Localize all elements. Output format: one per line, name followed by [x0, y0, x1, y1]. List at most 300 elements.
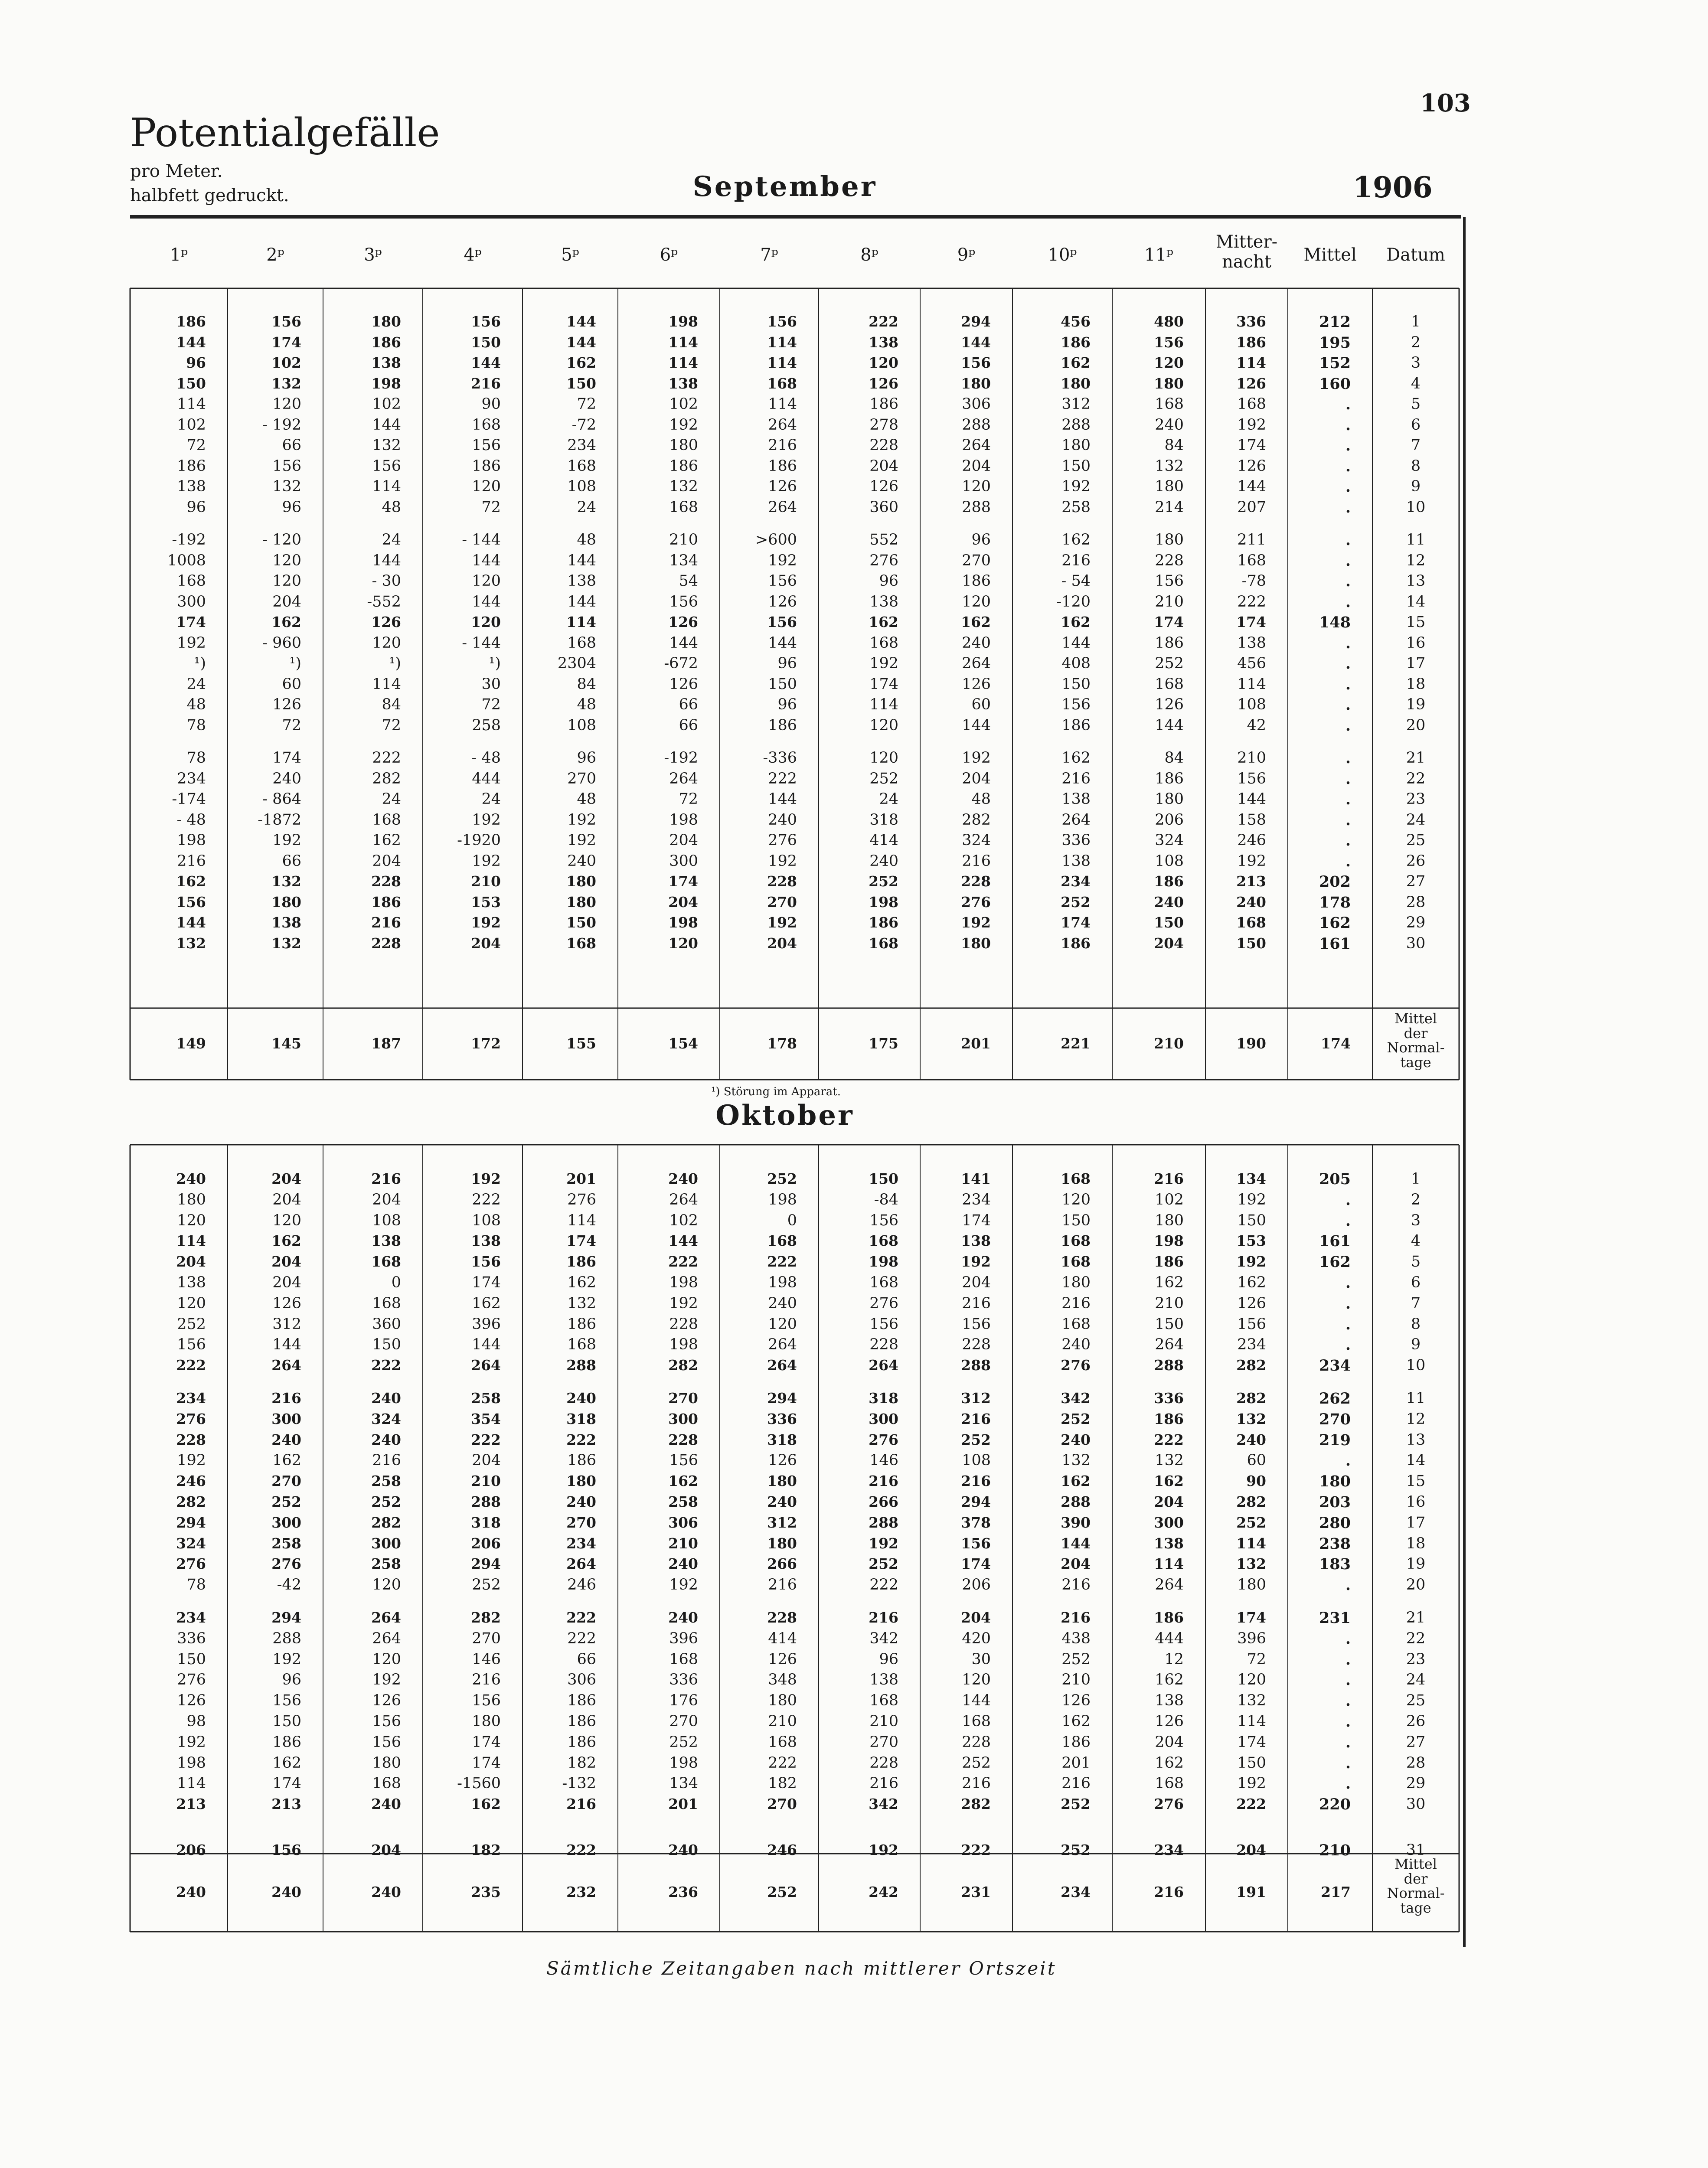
- okt-value-cell: 180: [177, 1191, 206, 1208]
- sep-value-cell: 228: [961, 873, 991, 890]
- okt-value-cell: 174: [272, 1775, 301, 1793]
- sep-value-cell: 60: [971, 696, 991, 713]
- sep-value-cell: 186: [1155, 634, 1184, 652]
- sep-value-cell: 90: [481, 395, 501, 413]
- sep-value-cell: 162: [869, 614, 898, 630]
- sep-value-cell: 84: [382, 696, 401, 713]
- sep-value-cell: 222: [372, 749, 401, 767]
- okt-mittel-normaltage-cell: 240: [271, 1884, 301, 1900]
- footer-note: Sämtliche Zeitangaben nach mittlerer Ortszeit: [546, 1958, 1057, 1979]
- sep-value-cell: 156: [669, 593, 698, 611]
- okt-value-cell: 150: [1237, 1754, 1266, 1772]
- sep-date-cell: 17: [1406, 655, 1426, 672]
- okt-value-cell: 234: [566, 1535, 596, 1552]
- sep-value-cell: -1920: [457, 832, 501, 849]
- sep-value-cell: 288: [1061, 416, 1091, 434]
- okt-value-cell: 198: [1154, 1232, 1184, 1250]
- okt-value-cell: 318: [767, 1431, 797, 1448]
- okt-value-cell: 156: [1237, 1315, 1266, 1333]
- okt-value-cell: 342: [869, 1629, 898, 1647]
- okt-mittel-normaltage-cell: 217: [1321, 1884, 1351, 1900]
- sep-value-cell: 186: [869, 395, 898, 413]
- sep-value-cell: 144: [472, 552, 501, 569]
- okt-value-cell: 390: [1061, 1514, 1091, 1531]
- sep-value-cell: 162: [1061, 531, 1091, 549]
- okt-value-cell: 168: [869, 1232, 898, 1250]
- okt-value-cell: 204: [176, 1253, 206, 1270]
- sep-value-cell: 114: [1237, 675, 1266, 693]
- sep-value-cell: 144: [372, 416, 401, 434]
- okt-value-cell: 300: [869, 1410, 898, 1427]
- okt-date-cell: 2: [1411, 1191, 1421, 1208]
- sep-mittel-cell: .: [1345, 457, 1351, 475]
- okt-date-cell: 11: [1406, 1390, 1426, 1407]
- sep-value-cell: 192: [567, 832, 596, 849]
- sep-value-cell: 192: [471, 914, 501, 931]
- sep-value-cell: 180: [1155, 531, 1184, 549]
- okt-value-cell: 216: [1061, 1609, 1091, 1626]
- sep-value-cell: - 960: [262, 634, 301, 652]
- okt-value-cell: 156: [177, 1336, 206, 1354]
- sep-value-cell: 174: [1236, 614, 1266, 630]
- sep-value-cell: 210: [1155, 593, 1184, 611]
- sep-value-cell: 207: [1237, 498, 1266, 516]
- okt-value-cell: 156: [961, 1535, 991, 1552]
- okt-value-cell: 216: [1061, 1294, 1091, 1312]
- okt-value-cell: 266: [869, 1493, 898, 1510]
- okt-value-cell: 182: [768, 1775, 797, 1793]
- okt-value-cell: 156: [471, 1253, 501, 1270]
- sep-value-cell: 198: [668, 914, 698, 931]
- okt-value-cell: 168: [1061, 1170, 1091, 1187]
- sep-value-cell: 246: [1237, 832, 1266, 849]
- okt-value-cell: 180: [472, 1713, 501, 1730]
- sep-value-cell: 198: [668, 313, 698, 330]
- sep-value-cell: 174: [869, 675, 898, 693]
- okt-value-cell: 222: [472, 1191, 501, 1208]
- okt-value-cell: 312: [767, 1514, 797, 1531]
- okt-value-cell: 98: [186, 1713, 206, 1730]
- sep-value-cell: -78: [1241, 572, 1266, 590]
- sep-value-cell: 162: [566, 354, 596, 371]
- okt-value-cell: 168: [372, 1775, 401, 1793]
- okt-value-cell: 162: [1155, 1671, 1184, 1689]
- okt-value-cell: 186: [1061, 1733, 1091, 1751]
- sep-date-cell: 2: [1411, 333, 1421, 351]
- okt-value-cell: 336: [177, 1629, 206, 1647]
- okt-value-cell: 144: [472, 1336, 501, 1354]
- sep-mittel-normaltage-cell: 149: [176, 1035, 206, 1052]
- okt-mittel-normaltage-cell: 234: [1061, 1884, 1091, 1900]
- okt-value-cell: 156: [272, 1692, 301, 1710]
- sep-value-cell: 216: [177, 852, 206, 870]
- sep-value-cell: 66: [679, 716, 698, 734]
- okt-date-cell: 12: [1406, 1410, 1426, 1428]
- sep-value-cell: 144: [1237, 478, 1266, 495]
- sep-date-cell: 11: [1406, 531, 1426, 549]
- sep-value-cell: 206: [1155, 811, 1184, 829]
- sep-value-cell: 180: [1061, 437, 1091, 454]
- okt-value-cell: 258: [471, 1390, 501, 1407]
- okt-value-cell: 266: [767, 1555, 797, 1573]
- okt-value-cell: 216: [1154, 1170, 1184, 1187]
- sep-value-cell: 144: [176, 914, 206, 931]
- okt-value-cell: 144: [962, 1692, 991, 1710]
- okt-value-cell: 210: [668, 1535, 698, 1552]
- okt-value-cell: 270: [271, 1473, 301, 1490]
- column-header: 11ᵖ: [1144, 245, 1173, 265]
- okt-value-cell: 186: [567, 1452, 596, 1469]
- sep-date-cell: 16: [1406, 634, 1426, 652]
- okt-mittel-normaltage-cell: 235: [471, 1884, 501, 1900]
- sep-mittel-normaltage-cell: 190: [1236, 1035, 1266, 1052]
- sep-value-cell: 138: [1061, 852, 1091, 870]
- okt-value-cell: 222: [767, 1253, 797, 1270]
- sep-value-cell: 156: [272, 457, 301, 475]
- sep-value-cell: 300: [177, 593, 206, 611]
- sep-value-cell: 270: [567, 770, 596, 787]
- okt-date-cell: 15: [1406, 1473, 1426, 1490]
- okt-value-cell: 216: [869, 1775, 898, 1793]
- sep-value-cell: 222: [768, 770, 797, 787]
- sep-value-cell: 222: [869, 313, 898, 330]
- sep-value-cell: 216: [768, 437, 797, 454]
- okt-value-cell: 228: [869, 1336, 898, 1354]
- okt-value-cell: 342: [1061, 1390, 1091, 1407]
- sep-value-cell: 276: [768, 832, 797, 849]
- okt-value-cell: 252: [371, 1493, 401, 1510]
- okt-value-cell: 192: [272, 1650, 301, 1668]
- okt-mittel-normaltage-cell: 236: [668, 1884, 698, 1900]
- sep-value-cell: - 48: [471, 749, 501, 767]
- sep-mittel-cell: .: [1345, 416, 1351, 434]
- column-header: Datum: [1386, 245, 1445, 265]
- okt-value-cell: 210: [1061, 1671, 1091, 1689]
- sep-value-cell: 96: [186, 498, 206, 516]
- okt-date-cell: 3: [1411, 1211, 1421, 1229]
- subtitle-bold-note: halbfett gedruckt.: [130, 186, 289, 206]
- september-title: September: [692, 170, 877, 203]
- okt-date-cell: 16: [1406, 1493, 1426, 1511]
- okt-value-cell: 78: [186, 1576, 206, 1594]
- okt-value-cell: 234: [176, 1609, 206, 1626]
- sep-value-cell: 132: [271, 873, 301, 890]
- okt-value-cell: -132: [562, 1775, 596, 1793]
- okt-value-cell: 192: [1236, 1253, 1266, 1270]
- sep-value-cell: 66: [282, 437, 301, 454]
- okt-value-cell: 198: [768, 1274, 797, 1291]
- okt-value-cell: 276: [1061, 1357, 1091, 1374]
- okt-value-cell: 228: [767, 1609, 797, 1626]
- sep-value-cell: 204: [668, 893, 698, 911]
- okt-mittel-normaltage-cell: 232: [566, 1884, 596, 1900]
- sep-value-cell: 186: [1061, 716, 1091, 734]
- okt-value-cell: 168: [669, 1650, 698, 1668]
- okt-value-cell: 288: [566, 1357, 596, 1374]
- okt-value-cell: 270: [668, 1390, 698, 1407]
- sep-value-cell: 120: [668, 934, 698, 952]
- sep-value-cell: 294: [961, 313, 991, 330]
- okt-value-cell: 276: [177, 1671, 206, 1689]
- okt-value-cell: 30: [971, 1650, 991, 1668]
- okt-value-cell: 240: [668, 1609, 698, 1626]
- okt-value-cell: 138: [177, 1274, 206, 1291]
- okt-value-cell: 282: [471, 1609, 501, 1626]
- okt-value-cell: 162: [471, 1796, 501, 1813]
- okt-value-cell: 336: [767, 1410, 797, 1427]
- okt-value-cell: 222: [869, 1576, 898, 1594]
- okt-value-cell: 192: [961, 1253, 991, 1270]
- okt-value-cell: 288: [961, 1357, 991, 1374]
- sep-value-cell: 270: [767, 893, 797, 911]
- sep-value-cell: 120: [272, 572, 301, 590]
- sep-value-cell: 96: [971, 531, 991, 549]
- sep-value-cell: 66: [282, 852, 301, 870]
- sep-mittel-normaltage-cell: 221: [1061, 1035, 1091, 1052]
- sep-value-cell: 48: [971, 790, 991, 808]
- okt-value-cell: 150: [869, 1170, 898, 1187]
- okt-value-cell: 252: [962, 1754, 991, 1772]
- sep-date-cell: 25: [1406, 832, 1426, 849]
- sep-value-cell: 120: [471, 614, 501, 630]
- sep-value-cell: 180: [961, 934, 991, 952]
- okt-value-cell: 138: [961, 1232, 991, 1250]
- okt-value-cell: 240: [668, 1170, 698, 1187]
- okt-value-cell: 240: [566, 1493, 596, 1510]
- okt-value-cell: 108: [372, 1211, 401, 1229]
- sep-value-cell: 156: [767, 313, 797, 330]
- sep-value-cell: 72: [382, 716, 401, 734]
- sep-value-cell: 138: [1061, 790, 1091, 808]
- sep-value-cell: 114: [668, 354, 698, 371]
- sep-value-cell: 120: [869, 716, 898, 734]
- okt-value-cell: 210: [471, 1473, 501, 1490]
- sep-date-cell: 21: [1406, 749, 1426, 767]
- sep-value-cell: 228: [1155, 552, 1184, 569]
- okt-value-cell: 282: [1236, 1390, 1266, 1407]
- sep-value-cell: 72: [186, 437, 206, 454]
- sep-value-cell: 456: [1237, 655, 1266, 672]
- okt-value-cell: 252: [767, 1170, 797, 1187]
- okt-value-cell: 186: [567, 1692, 596, 1710]
- sep-value-cell: 168: [1155, 395, 1184, 413]
- sep-value-cell: 204: [869, 457, 898, 475]
- okt-value-cell: 132: [1236, 1410, 1266, 1427]
- okt-value-cell: 174: [1236, 1609, 1266, 1626]
- sep-value-cell: 210: [1237, 749, 1266, 767]
- okt-value-cell: 174: [961, 1555, 991, 1573]
- okt-value-cell: 120: [272, 1211, 301, 1229]
- okt-value-cell: 186: [566, 1253, 596, 1270]
- okt-mittel-cell: 205: [1319, 1170, 1351, 1188]
- okt-value-cell: 126: [177, 1692, 206, 1710]
- sep-value-cell: 138: [869, 333, 898, 351]
- okt-date-cell: 20: [1406, 1576, 1426, 1594]
- okt-value-cell: 156: [962, 1315, 991, 1333]
- okt-value-cell: 318: [566, 1410, 596, 1427]
- okt-value-cell: 204: [271, 1170, 301, 1187]
- sep-value-cell: 186: [177, 457, 206, 475]
- okt-value-cell: 270: [472, 1629, 501, 1647]
- okt-value-cell: 186: [1154, 1609, 1184, 1626]
- okt-date-cell: 18: [1406, 1535, 1426, 1552]
- okt-date-cell: 7: [1411, 1294, 1421, 1312]
- okt-date-cell: 25: [1406, 1692, 1426, 1710]
- sep-value-cell: 126: [768, 478, 797, 495]
- okt-value-cell: 264: [669, 1191, 698, 1208]
- okt-value-cell: 282: [1236, 1493, 1266, 1510]
- okt-value-cell: 294: [271, 1609, 301, 1626]
- sep-mittel-cell: .: [1345, 634, 1351, 652]
- okt-value-cell: 156: [472, 1692, 501, 1710]
- okt-value-cell: 156: [372, 1733, 401, 1751]
- sep-date-cell: 8: [1411, 457, 1421, 475]
- okt-value-cell: 228: [962, 1336, 991, 1354]
- sep-mittel-normaltage-cell: 210: [1154, 1035, 1184, 1052]
- okt-date-cell: 26: [1406, 1713, 1426, 1730]
- sep-value-cell: 48: [577, 790, 596, 808]
- sep-value-cell: 120: [869, 354, 898, 371]
- okt-value-cell: 228: [669, 1315, 698, 1333]
- okt-value-cell: 156: [869, 1315, 898, 1333]
- okt-value-cell: 138: [471, 1232, 501, 1250]
- sep-value-cell: 24: [186, 675, 206, 693]
- sep-date-cell: 26: [1406, 852, 1426, 870]
- okt-value-cell: 192: [1237, 1191, 1266, 1208]
- okt-value-cell: 168: [372, 1294, 401, 1312]
- sep-value-cell: 144: [768, 790, 797, 808]
- okt-value-cell: 228: [668, 1431, 698, 1448]
- okt-value-cell: 288: [869, 1514, 898, 1531]
- okt-value-cell: 240: [371, 1390, 401, 1407]
- sep-value-cell: 186: [768, 716, 797, 734]
- okt-mittel-cell: 238: [1319, 1535, 1351, 1553]
- sep-value-cell: -336: [763, 749, 797, 767]
- okt-value-cell: 138: [1154, 1535, 1184, 1552]
- okt-value-cell: 206: [962, 1576, 991, 1594]
- sep-value-cell: 120: [272, 552, 301, 569]
- okt-mittel-cell: .: [1345, 1452, 1351, 1470]
- sep-value-cell: 192: [869, 655, 898, 672]
- okt-value-cell: 213: [176, 1796, 206, 1813]
- okt-value-cell: 282: [961, 1796, 991, 1813]
- okt-date-cell: 10: [1406, 1357, 1426, 1375]
- okt-value-cell: 186: [1154, 1410, 1184, 1427]
- sep-value-cell: 252: [1061, 893, 1091, 911]
- okt-value-cell: 222: [1154, 1431, 1184, 1448]
- okt-value-cell: 192: [869, 1535, 898, 1552]
- okt-value-cell: 228: [176, 1431, 206, 1448]
- sep-value-cell: 198: [177, 832, 206, 849]
- okt-mittel-cell: .: [1345, 1754, 1351, 1772]
- okt-value-cell: 156: [271, 1841, 301, 1858]
- sep-value-cell: 240: [768, 811, 797, 829]
- okt-value-cell: 264: [372, 1629, 401, 1647]
- okt-value-cell: 174: [566, 1232, 596, 1250]
- sep-value-cell: 228: [371, 934, 401, 952]
- okt-value-cell: 222: [566, 1431, 596, 1448]
- okt-value-cell: 222: [668, 1253, 698, 1270]
- sep-value-cell: 84: [577, 675, 596, 693]
- okt-value-cell: 150: [372, 1336, 401, 1354]
- okt-value-cell: 162: [272, 1452, 301, 1469]
- sep-value-cell: 162: [961, 614, 991, 630]
- sep-value-cell: 138: [371, 354, 401, 371]
- sep-value-cell: 240: [1236, 893, 1266, 911]
- okt-mittel-cell: .: [1345, 1671, 1351, 1689]
- okt-value-cell: 252: [1061, 1650, 1091, 1668]
- okt-value-cell: 300: [1154, 1514, 1184, 1531]
- okt-value-cell: 120: [962, 1671, 991, 1689]
- okt-value-cell: 204: [1061, 1555, 1091, 1573]
- sep-value-cell: -120: [1056, 593, 1091, 611]
- sep-value-cell: 252: [869, 770, 898, 787]
- okt-mittel-cell: 180: [1319, 1473, 1351, 1491]
- okt-value-cell: 438: [1061, 1629, 1091, 1647]
- sep-value-cell: -192: [664, 749, 698, 767]
- sep-value-cell: 150: [1236, 934, 1266, 952]
- sep-mittel-cell: .: [1345, 437, 1351, 454]
- sep-value-cell: 276: [961, 893, 991, 911]
- okt-value-cell: 0: [787, 1211, 797, 1229]
- okt-value-cell: 162: [1061, 1713, 1091, 1730]
- okt-value-cell: 126: [1155, 1713, 1184, 1730]
- okt-date-cell: 13: [1406, 1431, 1426, 1449]
- sep-value-cell: 336: [1236, 313, 1266, 330]
- sep-value-cell: 264: [768, 416, 797, 434]
- okt-value-cell: 216: [566, 1796, 596, 1813]
- sep-mittel-cell: .: [1345, 832, 1351, 849]
- sep-value-cell: 186: [1061, 934, 1091, 952]
- sep-mittel-cell: .: [1345, 675, 1351, 693]
- okt-value-cell: 300: [371, 1535, 401, 1552]
- okt-value-cell: 288: [272, 1629, 301, 1647]
- okt-value-cell: 90: [1246, 1473, 1266, 1490]
- sep-value-cell: 186: [371, 333, 401, 351]
- okt-value-cell: 264: [1155, 1576, 1184, 1594]
- page-number: 103: [1420, 89, 1471, 118]
- okt-date-cell: 28: [1406, 1754, 1426, 1772]
- sep-value-cell: 258: [472, 716, 501, 734]
- okt-value-cell: 216: [372, 1452, 401, 1469]
- okt-value-cell: 174: [472, 1274, 501, 1291]
- okt-value-cell: 0: [391, 1274, 401, 1291]
- sep-mittel-normaltage-cell: 175: [869, 1035, 898, 1052]
- sep-value-cell: 174: [272, 749, 301, 767]
- sep-value-cell: 174: [1237, 437, 1266, 454]
- sep-value-cell: 132: [669, 478, 698, 495]
- sep-value-cell: 144: [567, 552, 596, 569]
- okt-value-cell: 246: [176, 1473, 206, 1490]
- okt-value-cell: 150: [1237, 1211, 1266, 1229]
- column-header: 8ᵖ: [860, 245, 878, 265]
- okt-value-cell: 153: [1236, 1232, 1266, 1250]
- sep-value-cell: 264: [962, 655, 991, 672]
- sep-value-cell: 168: [177, 572, 206, 590]
- sep-value-cell: 156: [1155, 572, 1184, 590]
- sep-value-cell: 234: [567, 437, 596, 454]
- column-header: 9ᵖ: [957, 245, 976, 265]
- okt-value-cell: 288: [471, 1493, 501, 1510]
- sep-value-cell: 156: [1154, 333, 1184, 351]
- okt-value-cell: 150: [1061, 1211, 1091, 1229]
- sep-value-cell: -672: [664, 655, 698, 672]
- sep-value-cell: - 864: [262, 790, 301, 808]
- okt-value-cell: 258: [371, 1473, 401, 1490]
- okt-value-cell: 222: [566, 1841, 596, 1858]
- okt-value-cell: 198: [768, 1191, 797, 1208]
- sep-value-cell: 144: [472, 593, 501, 611]
